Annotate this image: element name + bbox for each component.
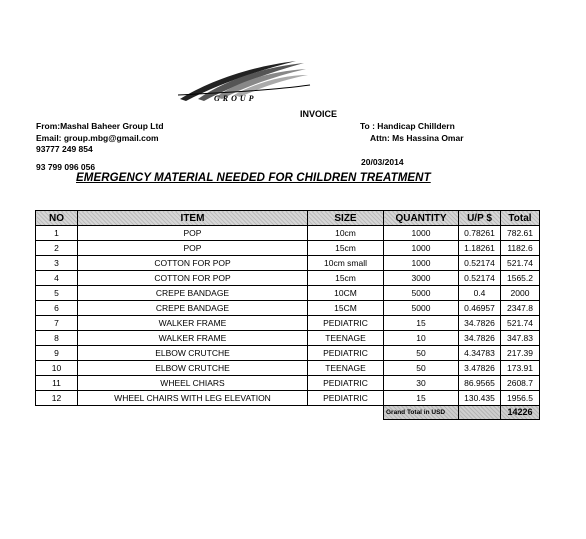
- cell-no: 6: [36, 301, 78, 316]
- cell-total: 1565.2: [501, 271, 540, 286]
- grand-total-label: Grand Total in USD: [384, 406, 459, 420]
- cell-size: TEENAGE: [308, 331, 384, 346]
- cell-no: 1: [36, 226, 78, 241]
- recipient-block: [360, 121, 464, 144]
- cell-total: 521.74: [501, 316, 540, 331]
- cell-quantity: 5000: [384, 286, 459, 301]
- cell-unit-price: 1.18261: [459, 241, 501, 256]
- recipient-attn: Attn: Ms Hassina Omar: [370, 132, 464, 143]
- table-row: [36, 316, 540, 331]
- sender-phone-1: 93777 249 854: [36, 144, 93, 154]
- cell-quantity: 50: [384, 346, 459, 361]
- cell-total: 521.74: [501, 256, 540, 271]
- table-header-row: [36, 211, 540, 226]
- cell-total: 173.91: [501, 361, 540, 376]
- cell-no: 4: [36, 271, 78, 286]
- cell-size: 15cm: [308, 271, 384, 286]
- cell-total: 2608.7: [501, 376, 540, 391]
- header-no: NO: [36, 211, 78, 226]
- cell-total: 1182.6: [501, 241, 540, 256]
- cell-item: CREPE BANDAGE: [78, 286, 308, 301]
- cell-no: 8: [36, 331, 78, 346]
- cell-unit-price: 34.7826: [459, 316, 501, 331]
- logo-wordmark: GROUP: [214, 94, 257, 103]
- cell-size: 10CM: [308, 286, 384, 301]
- cell-size: 15CM: [308, 301, 384, 316]
- cell-quantity: 1000: [384, 241, 459, 256]
- cell-quantity: 5000: [384, 301, 459, 316]
- cell-no: 12: [36, 391, 78, 406]
- cell-unit-price: 4.34783: [459, 346, 501, 361]
- cell-size: 10cm: [308, 226, 384, 241]
- cell-no: 5: [36, 286, 78, 301]
- cell-unit-price: 86.9565: [459, 376, 501, 391]
- table-row: [36, 346, 540, 361]
- items-table: [35, 210, 540, 420]
- cell-unit-price: 0.52174: [459, 271, 501, 286]
- cell-quantity: 1000: [384, 226, 459, 241]
- cell-no: 3: [36, 256, 78, 271]
- table-row: [36, 361, 540, 376]
- cell-no: 10: [36, 361, 78, 376]
- header-unit-price: U/P $: [459, 211, 501, 226]
- table-row: [36, 256, 540, 271]
- cell-unit-price: 0.4: [459, 286, 501, 301]
- sender-email: Email: group.mbg@gmail.com: [36, 132, 159, 143]
- cell-total: 217.39: [501, 346, 540, 361]
- cell-item: ELBOW CRUTCHE: [78, 346, 308, 361]
- table-row: [36, 376, 540, 391]
- cell-quantity: 15: [384, 391, 459, 406]
- cell-item: WHEEL CHAIRS WITH LEG ELEVATION: [78, 391, 308, 406]
- cell-size: PEDIATRIC: [308, 391, 384, 406]
- cell-quantity: 10: [384, 331, 459, 346]
- cell-unit-price: 0.78261: [459, 226, 501, 241]
- cell-unit-price: 34.7826: [459, 331, 501, 346]
- table-row: [36, 241, 540, 256]
- cell-quantity: 15: [384, 316, 459, 331]
- cell-unit-price: 0.46957: [459, 301, 501, 316]
- cell-no: 9: [36, 346, 78, 361]
- cell-quantity: 30: [384, 376, 459, 391]
- table-row: [36, 226, 540, 241]
- cell-total: 347.83: [501, 331, 540, 346]
- cell-total: 2347.8: [501, 301, 540, 316]
- header-total: Total: [501, 211, 540, 226]
- cell-unit-price: 0.52174: [459, 256, 501, 271]
- table-row: [36, 391, 540, 406]
- recipient-name: To : Handicap Chilldern: [360, 121, 455, 131]
- cell-size: 10cm small: [308, 256, 384, 271]
- cell-item: POP: [78, 241, 308, 256]
- cell-unit-price: 130.435: [459, 391, 501, 406]
- sender-phone-2: 93 799 096 056: [36, 161, 96, 172]
- cell-item: WALKER FRAME: [78, 316, 308, 331]
- header-quantity: QUANTITY: [384, 211, 459, 226]
- header-size: SIZE: [308, 211, 384, 226]
- invoice-date: 20/03/2014: [361, 157, 404, 167]
- cell-item: ELBOW CRUTCHE: [78, 361, 308, 376]
- cell-size: PEDIATRIC: [308, 376, 384, 391]
- document-type: INVOICE: [300, 109, 338, 119]
- cell-total: 1956.5: [501, 391, 540, 406]
- table-row: [36, 271, 540, 286]
- table-row: [36, 301, 540, 316]
- cell-unit-price: 3.47826: [459, 361, 501, 376]
- cell-size: PEDIATRIC: [308, 346, 384, 361]
- grand-total-value: 14226: [501, 406, 540, 420]
- cell-item: CREPE BANDAGE: [78, 301, 308, 316]
- header-item: ITEM: [78, 211, 308, 226]
- cell-item: COTTON FOR POP: [78, 256, 308, 271]
- cell-item: COTTON FOR POP: [78, 271, 308, 286]
- sender-name: From:Mashal Baheer Group Ltd: [36, 121, 164, 131]
- cell-quantity: 3000: [384, 271, 459, 286]
- table-row: [36, 331, 540, 346]
- cell-no: 7: [36, 316, 78, 331]
- cell-quantity: 50: [384, 361, 459, 376]
- cell-no: 11: [36, 376, 78, 391]
- sender-block: [36, 121, 164, 173]
- cell-size: 15cm: [308, 241, 384, 256]
- cell-no: 2: [36, 241, 78, 256]
- cell-total: 2000: [501, 286, 540, 301]
- cell-size: PEDIATRIC: [308, 316, 384, 331]
- cell-item: WALKER FRAME: [78, 331, 308, 346]
- cell-total: 782.61: [501, 226, 540, 241]
- cell-item: POP: [78, 226, 308, 241]
- cell-quantity: 1000: [384, 256, 459, 271]
- table-row: [36, 286, 540, 301]
- invoice-title: EMERGENCY MATERIAL NEEDED FOR CHILDREN TREATMENT: [76, 172, 431, 184]
- cell-size: TEENAGE: [308, 361, 384, 376]
- cell-item: WHEEL CHIARS: [78, 376, 308, 391]
- grand-total-row: [36, 406, 540, 420]
